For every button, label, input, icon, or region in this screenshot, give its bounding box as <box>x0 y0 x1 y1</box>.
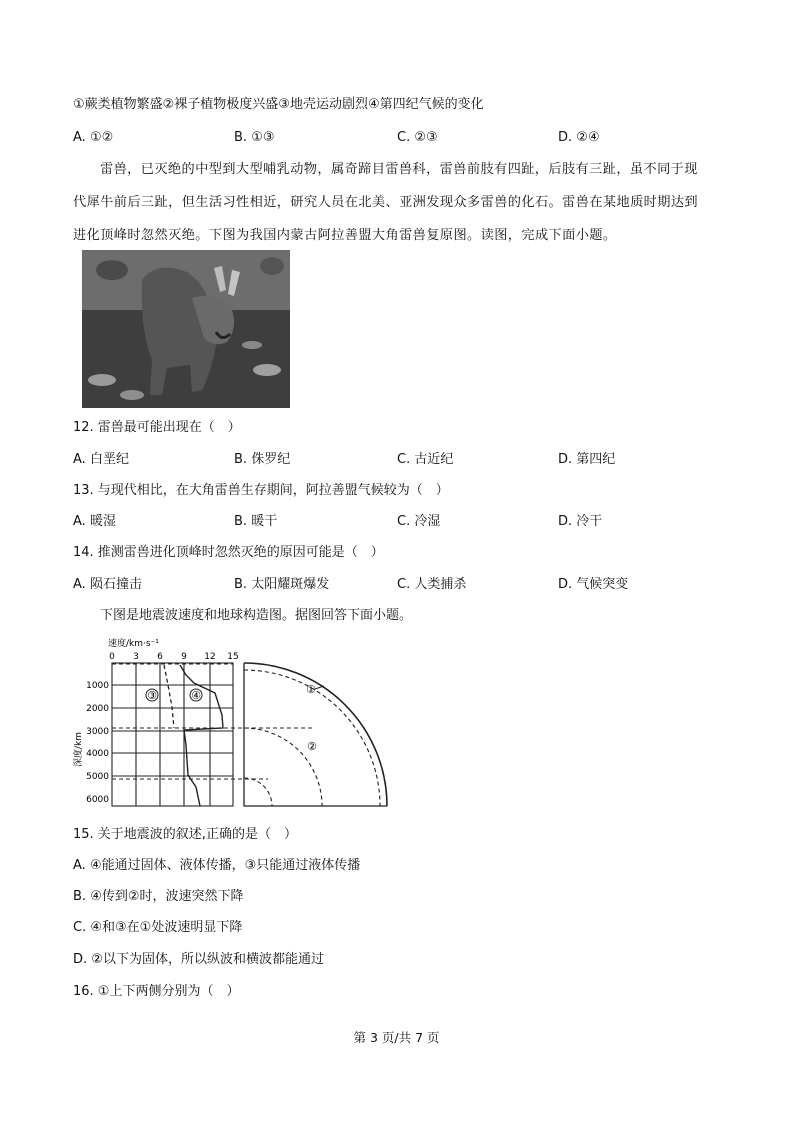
x-tick: 0 <box>109 652 115 662</box>
y-tick: 6000 <box>86 795 109 805</box>
x-tick: 3 <box>133 652 139 662</box>
q14-choice-b: B. 太阳耀斑爆发 <box>234 577 330 592</box>
q11-statements: ①蕨类植物繁盛②裸子植物极度兴盛③地壳运动剧烈④第四纪气候的变化 <box>73 97 484 112</box>
passage-line-3: 进化顶峰时忽然灭绝。下图为我国内蒙古阿拉善盟大角雷兽复原图。读图，完成下面小题。 <box>73 228 617 243</box>
q14-choice-c: C. 人类捕杀 <box>397 577 467 592</box>
q13-choice-d: D. 冷干 <box>558 514 603 529</box>
q14-choice-d: D. 气候突变 <box>558 577 629 592</box>
x-axis-title: 速度/km·s⁻¹ <box>108 639 159 649</box>
x-tick: 15 <box>227 652 239 662</box>
q15-choice-d: D. ②以下为固体，所以纵波和横波都能通过 <box>73 952 324 967</box>
x-tick: 6 <box>157 652 163 662</box>
passage-line-1: 雷兽，已灭绝的中型到大型哺乳动物，属奇蹄目雷兽科，雷兽前肢有四趾，后肢有三趾，虽不同于现 <box>100 162 698 177</box>
x-tick: 9 <box>181 652 187 662</box>
q11-choice-d: D. ②④ <box>558 130 600 145</box>
y-tick: 1000 <box>86 681 109 691</box>
y-tick: 3000 <box>86 727 109 737</box>
q11-choice-c: C. ②③ <box>397 130 438 145</box>
q13-stem: 13. 与现代相比，在大角雷兽生存期间，阿拉善盟气候较为（ ） <box>73 483 449 498</box>
page-number-footer: 第 3 页/共 7 页 <box>353 1030 440 1045</box>
q14-choice-a: A. 陨石撞击 <box>73 577 142 592</box>
passage-line-2: 代犀牛前后三趾，但生活习性相近，研究人员在北美、亚洲发现众多雷兽的化石。雷兽在某地质时期达到 <box>73 195 699 210</box>
p-wave-curve <box>180 665 223 806</box>
y-tick: 2000 <box>86 704 109 714</box>
x-tick: 12 <box>204 652 216 662</box>
figure-intro: 下图是地震波速度和地球构造图。据图回答下面小题。 <box>100 608 413 623</box>
y-axis-title: 深度/km <box>74 731 84 767</box>
q13-choice-c: C. 冷湿 <box>397 514 441 529</box>
shear-wave-curve <box>164 665 174 728</box>
q15-choice-b: B. ④传到②时，波速突然下降 <box>73 889 244 904</box>
layer-label-2: ② <box>307 740 317 753</box>
y-tick: 5000 <box>86 772 109 782</box>
q12-choice-d: D. 第四纪 <box>558 452 616 467</box>
q16-stem: 16. ①上下两侧分别为（ ） <box>73 984 240 999</box>
q15-choice-c: C. ④和③在①处波速明显下降 <box>73 920 243 935</box>
q11-choice-b: B. ①③ <box>234 130 275 145</box>
passage-thunder-beast <box>73 153 723 252</box>
seismic-wave-figure <box>72 635 402 810</box>
q12-choice-b: B. 侏罗纪 <box>234 452 291 467</box>
y-tick: 4000 <box>86 749 109 759</box>
q14-stem: 14. 推测雷兽进化顶峰时忽然灭绝的原因可能是（ ） <box>73 545 384 560</box>
q12-stem: 12. 雷兽最可能出现在（ ） <box>73 420 241 435</box>
brontothere-illustration <box>82 250 290 408</box>
q12-choice-a: A. 白垩纪 <box>73 452 129 467</box>
q15-choice-a: A. ④能通过固体、液体传播，③只能通过液体传播 <box>73 858 361 873</box>
brontothere-photo <box>82 250 290 408</box>
q13-choice-b: B. 暖干 <box>234 514 278 529</box>
q11-choice-a: A. ①② <box>73 130 114 145</box>
q13-choice-a: A. 暖湿 <box>73 514 116 529</box>
curve-label-4: ④ <box>191 689 201 702</box>
curve-label-3: ③ <box>147 689 157 702</box>
q12-choice-c: C. 古近纪 <box>397 452 454 467</box>
layer-label-1: ① <box>306 683 316 696</box>
velocity-grid <box>112 663 233 806</box>
q15-stem: 15. 关于地震波的叙述,正确的是（ ） <box>73 827 297 842</box>
